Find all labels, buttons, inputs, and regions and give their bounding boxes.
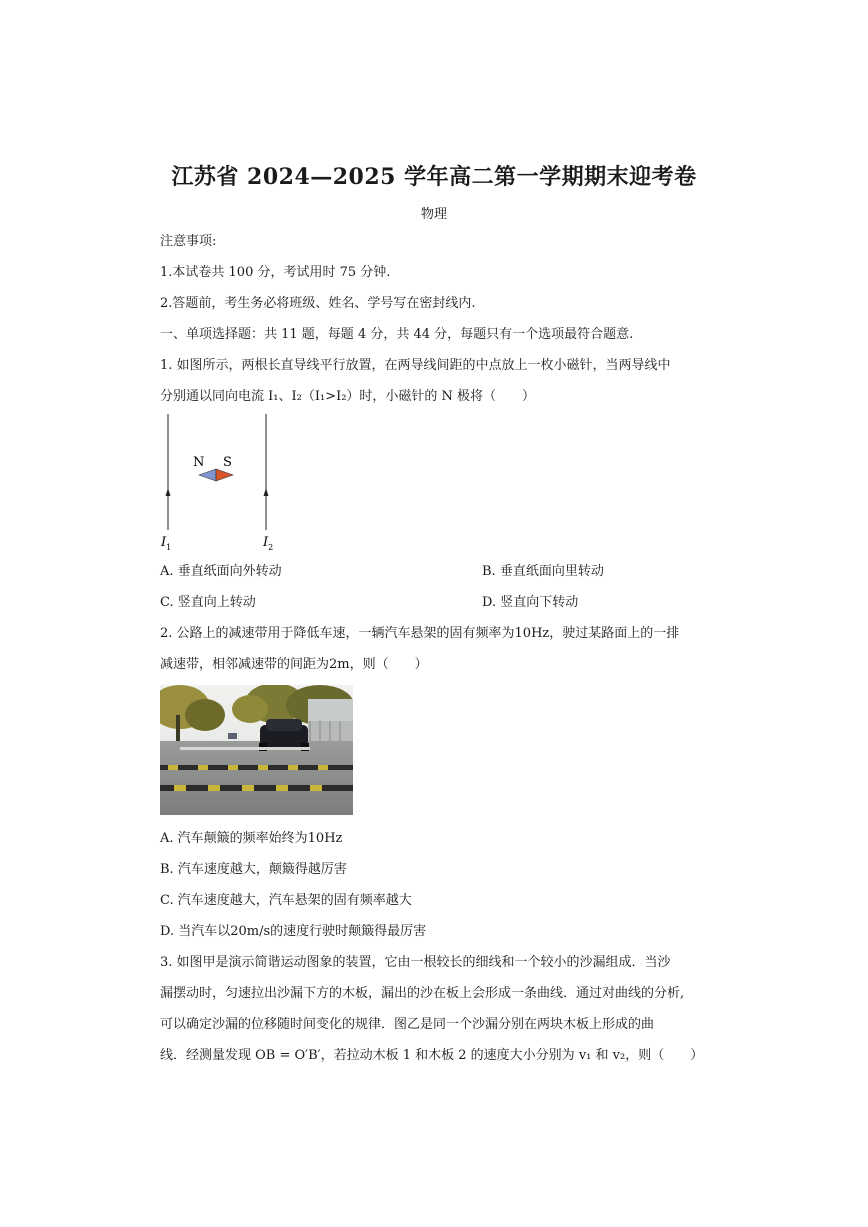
q3-stem-line-4: 线．经测量发现 OB = O′B′，若拉动木板 1 和木板 2 的速度大小分别为 v₁ 和 v₂，则（ ） — [160, 1048, 704, 1063]
label-i2: $I_2$ — [263, 535, 274, 552]
page-title: 江苏省 2024—2025 学年高二第一学期期末迎考卷 — [171, 164, 697, 190]
speed-bump-2 — [160, 785, 353, 791]
notice-item-2: 2.答题前，考生务必将班级、姓名、学号写在密封线内. — [160, 296, 476, 311]
q2-option-a: A. 汽车颠簸的频率始终为10Hz — [160, 831, 343, 846]
q3-stem-line-3: 可以确定沙漏的位移随时间变化的规律．图乙是同一个沙漏分别在两块木板上形成的曲 — [160, 1017, 655, 1032]
compass-needle-south — [216, 469, 233, 481]
speed-bump-1 — [160, 765, 353, 770]
compass-needle-north — [199, 469, 216, 481]
label-i1: $I_1$ — [161, 535, 172, 552]
notice-item-1: 1.本试卷共 100 分，考试用时 75 分钟. — [160, 265, 391, 280]
section-heading: 一、单项选择题：共 11 题，每题 4 分，共 44 分，每题只有一个选项最符合题意. — [160, 327, 634, 342]
q2-option-d: D. 当汽车以20m/s的速度行驶时颠簸得最厉害 — [160, 924, 427, 939]
q3-stem-line-2: 漏摆动时，匀速拉出沙漏下方的木板，漏出的沙在板上会形成一条曲线．通过对曲线的分析, — [160, 986, 685, 1001]
current-arrow-2-icon — [264, 488, 269, 496]
q1-stem-line-2: 分别通以同向电流 I₁、I₂（I₁>I₂）时，小磁针的 N 极将（ ） — [160, 389, 536, 404]
q2-option-c: C. 汽车速度越大，汽车悬架的固有频率越大 — [160, 893, 412, 908]
q1-option-a: A. 垂直纸面向外转动 — [160, 564, 282, 579]
q1-option-d: D. 竖直向下转动 — [482, 595, 579, 610]
q2-stem-line-1: 2. 公路上的减速带用于降低车速，一辆汽车悬架的固有频率为10Hz，驶过某路面上的一排 — [160, 626, 680, 641]
q2-stem-line-2: 减速带，相邻减速带的间距为2m，则（ ） — [160, 657, 428, 672]
label-n: N — [193, 455, 205, 470]
notice-heading: 注意事项: — [160, 234, 217, 249]
subject-label: 物理 — [420, 207, 447, 222]
speed-bump-photo — [160, 685, 353, 815]
q1-stem-line-1: 1. 如图所示，两根长直导线平行放置，在两导线间距的中点放上一枚小磁针，当两导线中 — [160, 358, 671, 373]
q1-figure — [150, 408, 290, 558]
q1-option-b: B. 垂直纸面向里转动 — [482, 564, 604, 579]
label-s: S — [223, 455, 232, 470]
q2-option-b: B. 汽车速度越大，颠簸得越厉害 — [160, 862, 347, 877]
q1-option-c: C. 竖直向上转动 — [160, 595, 256, 610]
current-arrow-1-icon — [166, 488, 171, 496]
q3-stem-line-1: 3. 如图甲是演示简谐运动图象的装置，它由一根较长的细线和一个较小的沙漏组成．当沙 — [160, 955, 671, 970]
